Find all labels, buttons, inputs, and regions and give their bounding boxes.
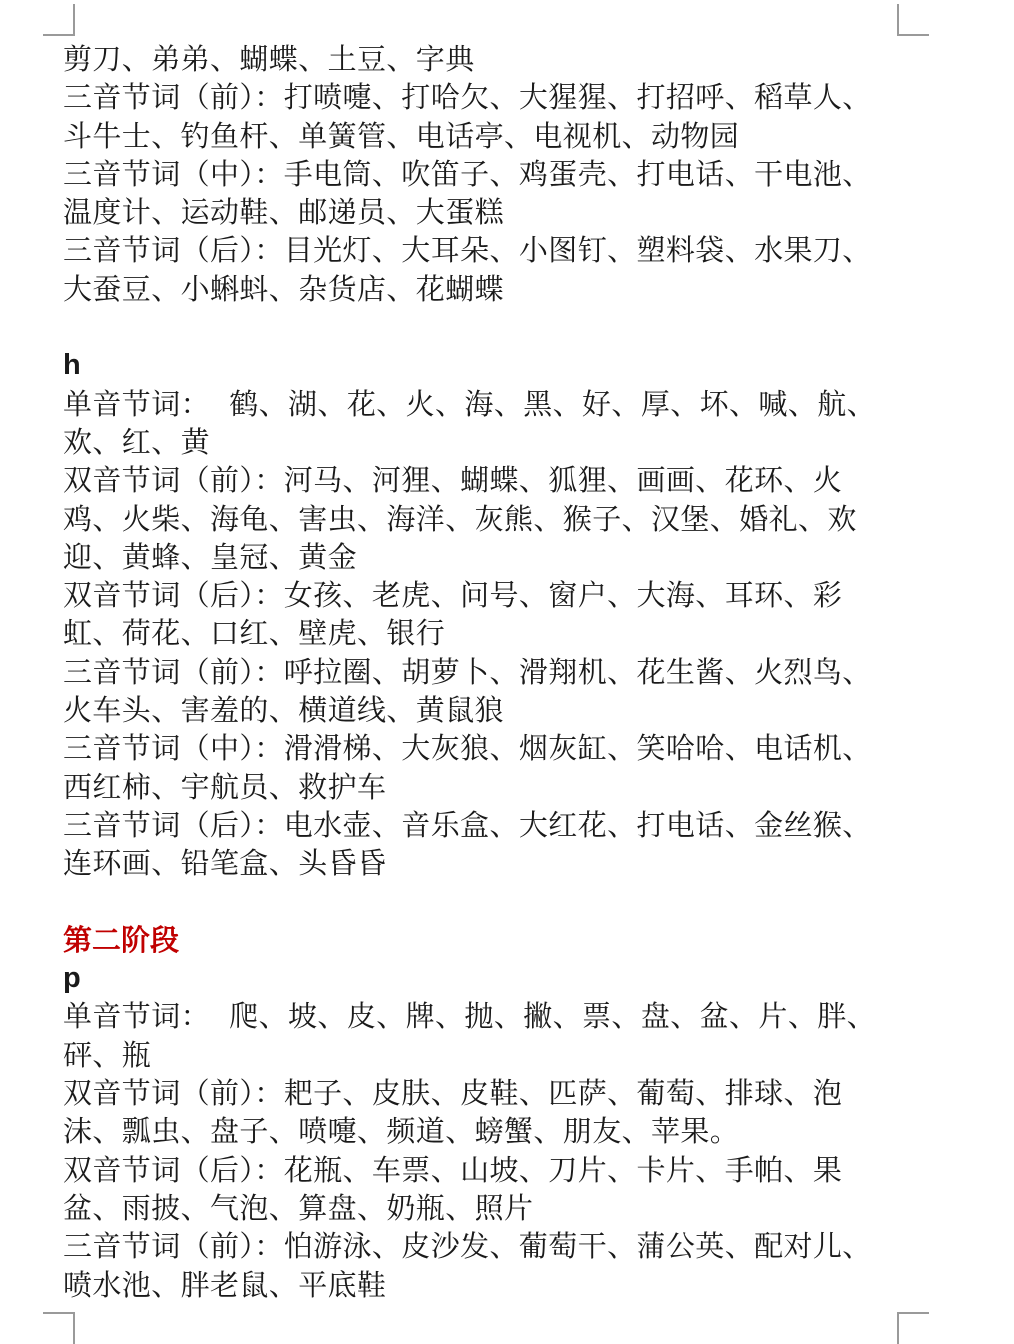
page-corner-mark-top-left — [43, 4, 75, 36]
word-line: 喷水池、胖老鼠、平底鞋 — [63, 1267, 387, 1302]
word-line: 沫、瓢虫、盘子、喷嚏、频道、螃蟹、朋友、苹果。 — [63, 1114, 740, 1149]
word-line: 三音节词（中）：滑滑梯、大灰狼、烟灰缸、笑哈哈、电话机、 — [63, 731, 872, 766]
word-line: 双音节词（后）：花瓶、车票、山坡、刀片、卡片、手帕、果 — [63, 1152, 843, 1187]
word-line: 三音节词（前）：打喷嚏、打哈欠、大猩猩、打招呼、稻草人、 — [63, 80, 872, 115]
stage-heading: 第二阶段 — [63, 922, 180, 957]
word-line: 双音节词（前）：耙子、皮肤、皮鞋、匹萨、葡萄、排球、泡 — [63, 1076, 843, 1111]
page-corner-mark-bottom-left — [43, 1312, 75, 1344]
word-line: 单音节词： 爬、坡、皮、牌、抛、撇、票、盘、盆、片、胖、 — [63, 999, 877, 1034]
word-line: 三音节词（后）：电水壶、音乐盒、大红花、打电话、金丝猴、 — [63, 807, 872, 842]
word-line: 斗牛士、钓鱼杆、单簧管、电话亭、电视机、动物园 — [63, 118, 740, 153]
word-line: 大蚕豆、小蝌蚪、杂货店、花蝴蝶 — [63, 271, 505, 306]
word-line: 虹、荷花、口红、壁虎、银行 — [63, 616, 446, 651]
blank-line — [63, 883, 953, 921]
letter-heading-p: p — [63, 962, 81, 995]
word-line: 迎、黄蜂、皇冠、黄金 — [63, 539, 358, 574]
word-line: 连环画、铅笔盒、头昏昏 — [63, 846, 387, 881]
word-line: 单音节词： 鹤、湖、花、火、海、黑、好、厚、坏、喊、航、 — [63, 386, 877, 421]
word-line: 温度计、运动鞋、邮递员、大蛋糕 — [63, 195, 505, 230]
word-line: 砰、瓶 — [63, 1037, 152, 1072]
page-corner-mark-top-right — [897, 4, 929, 36]
word-line: 双音节词（前）：河马、河狸、蝴蝶、狐狸、画画、花环、火 — [63, 463, 843, 498]
word-line: 三音节词（前）：呼拉圈、胡萝卜、滑翔机、花生酱、火烈鸟、 — [63, 654, 872, 689]
word-line: 双音节词（后）：女孩、老虎、问号、窗户、大海、耳环、彩 — [63, 578, 843, 613]
document-body — [63, 40, 953, 1304]
word-line: 三音节词（前）：怕游泳、皮沙发、葡萄干、蒲公英、配对儿、 — [63, 1229, 872, 1264]
word-line: 三音节词（中）：手电筒、吹笛子、鸡蛋壳、打电话、干电池、 — [63, 156, 872, 191]
word-line: 火车头、害羞的、横道线、黄鼠狼 — [63, 693, 505, 728]
word-line: 剪刀、弟弟、蝴蝶、土豆、字典 — [63, 42, 475, 76]
word-line: 鸡、火柴、海龟、害虫、海洋、灰熊、猴子、汉堡、婚礼、欢 — [63, 501, 857, 536]
word-line: 西红柿、宇航员、救护车 — [63, 769, 387, 804]
word-line: 三音节词（后）：目光灯、大耳朵、小图钉、塑料袋、水果刀、 — [63, 233, 872, 268]
page-corner-mark-bottom-right — [897, 1312, 929, 1344]
blank-line — [63, 308, 953, 346]
word-line: 盆、雨披、气泡、算盘、奶瓶、照片 — [63, 1190, 534, 1225]
letter-heading-h: h — [63, 349, 81, 382]
word-line: 欢、红、黄 — [63, 424, 211, 459]
